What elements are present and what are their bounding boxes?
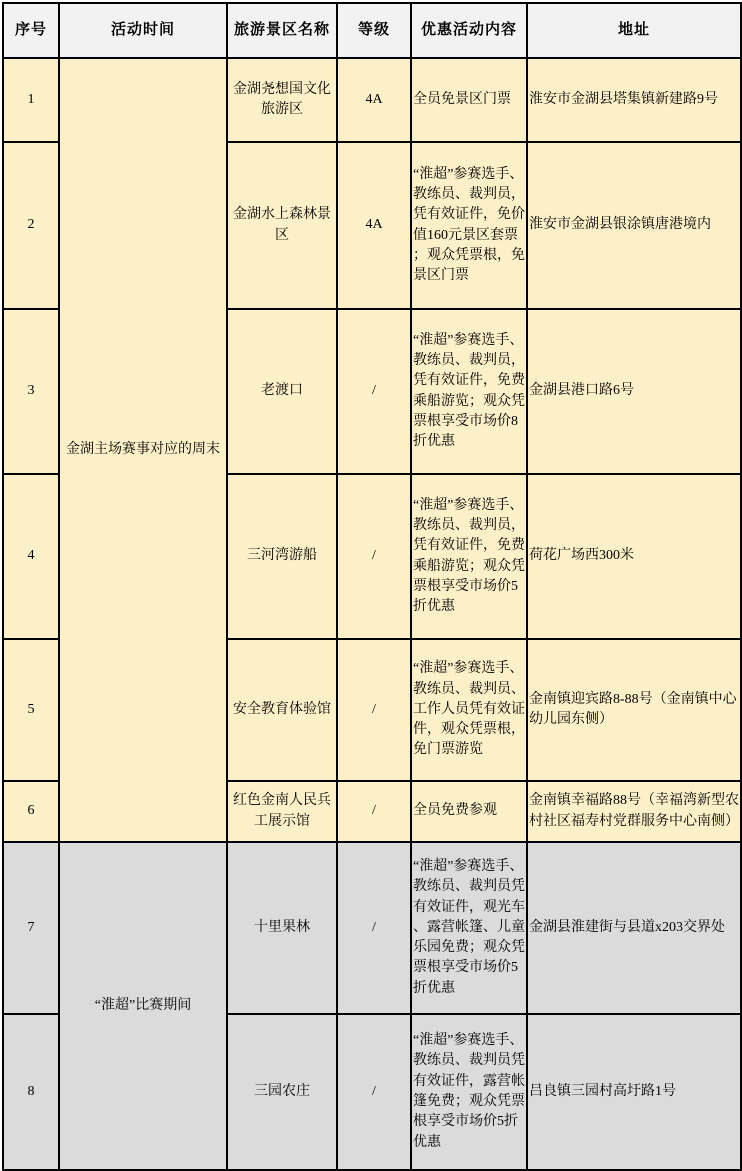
address-cell: 金南镇迎宾路8-88号（金南镇中心幼儿园东侧） — [527, 639, 741, 781]
serial-cell: 4 — [3, 474, 59, 639]
discount-table — [2, 2, 742, 1171]
serial-cell: 6 — [3, 781, 59, 842]
header-activity-time: 活动时间 — [59, 3, 227, 58]
offer-cell: “淮超”参赛选手、教练员、裁判员，凭有效证件，免费乘船游览；观众凭票根享受市场价8折优惠 — [411, 309, 527, 474]
header-offer-content: 优惠活动内容 — [411, 3, 527, 58]
level-cell: / — [337, 842, 411, 1014]
header-address: 地址 — [527, 3, 741, 58]
scenic-name-cell: 三河湾游船 — [227, 474, 337, 639]
table-row — [3, 58, 741, 142]
address-cell: 金南镇幸福路88号（幸福湾新型农村社区福寿村党群服务中心南侧） — [527, 781, 741, 842]
serial-cell: 7 — [3, 842, 59, 1014]
address-cell: 金湖县港口路6号 — [527, 309, 741, 474]
level-cell: / — [337, 1014, 411, 1170]
offer-cell: “淮超”参赛选手、教练员、裁判员凭有效证件，露营帐篷免费；观众凭票根享受市场价5折优惠 — [411, 1014, 527, 1170]
address-cell: 荷花广场西300米 — [527, 474, 741, 639]
address-cell: 金湖县淮建街与县道x203交界处 — [527, 842, 741, 1014]
time-period-cell-weekend: 金湖主场赛事对应的周末 — [59, 58, 227, 842]
time-period-cell-match: “淮超”比赛期间 — [59, 842, 227, 1170]
level-cell: / — [337, 309, 411, 474]
address-cell: 淮安市金湖县银涂镇唐港境内 — [527, 142, 741, 309]
level-cell: / — [337, 781, 411, 842]
header-scenic-name: 旅游景区名称 — [227, 3, 337, 58]
offer-cell: “淮超”参赛选手、教练员、裁判员凭有效证件，观光车、露营帐篷、儿童乐园免费；观众凭票根享受市场价5折优惠 — [411, 842, 527, 1014]
address-cell: 吕良镇三园村高圩路1号 — [527, 1014, 741, 1170]
scenic-name-cell: 老渡口 — [227, 309, 337, 474]
address-cell: 淮安市金湖县塔集镇新建路9号 — [527, 58, 741, 142]
scenic-name-cell: 三园农庄 — [227, 1014, 337, 1170]
header-serial: 序号 — [3, 3, 59, 58]
serial-cell: 8 — [3, 1014, 59, 1170]
serial-cell: 2 — [3, 142, 59, 309]
level-cell: 4A — [337, 58, 411, 142]
offer-cell: “淮超”参赛选手、教练员、裁判员，凭有效证件，免价值160元景区套票；观众凭票根，免景区门票 — [411, 142, 527, 309]
scenic-name-cell: 金湖尧想国文化旅游区 — [227, 58, 337, 142]
offer-cell: “淮超”参赛选手、教练员、裁判员、工作人员凭有效证件，观众凭票根，免门票游览 — [411, 639, 527, 781]
table-row — [3, 842, 741, 1014]
offer-cell: 全员免景区门票 — [411, 58, 527, 142]
level-cell: / — [337, 639, 411, 781]
offer-cell: 全员免费参观 — [411, 781, 527, 842]
level-cell: / — [337, 474, 411, 639]
scenic-name-cell: 金湖水上森林景区 — [227, 142, 337, 309]
offer-cell: “淮超”参赛选手、教练员、裁判员，凭有效证件，免费乘船游览；观众凭票根享受市场价5折优惠 — [411, 474, 527, 639]
header-level: 等级 — [337, 3, 411, 58]
scenic-name-cell: 安全教育体验馆 — [227, 639, 337, 781]
scenic-name-cell: 红色金南人民兵工展示馆 — [227, 781, 337, 842]
serial-cell: 5 — [3, 639, 59, 781]
scenic-name-cell: 十里果林 — [227, 842, 337, 1014]
header-row — [3, 3, 741, 58]
level-cell: 4A — [337, 142, 411, 309]
serial-cell: 3 — [3, 309, 59, 474]
serial-cell: 1 — [3, 58, 59, 142]
